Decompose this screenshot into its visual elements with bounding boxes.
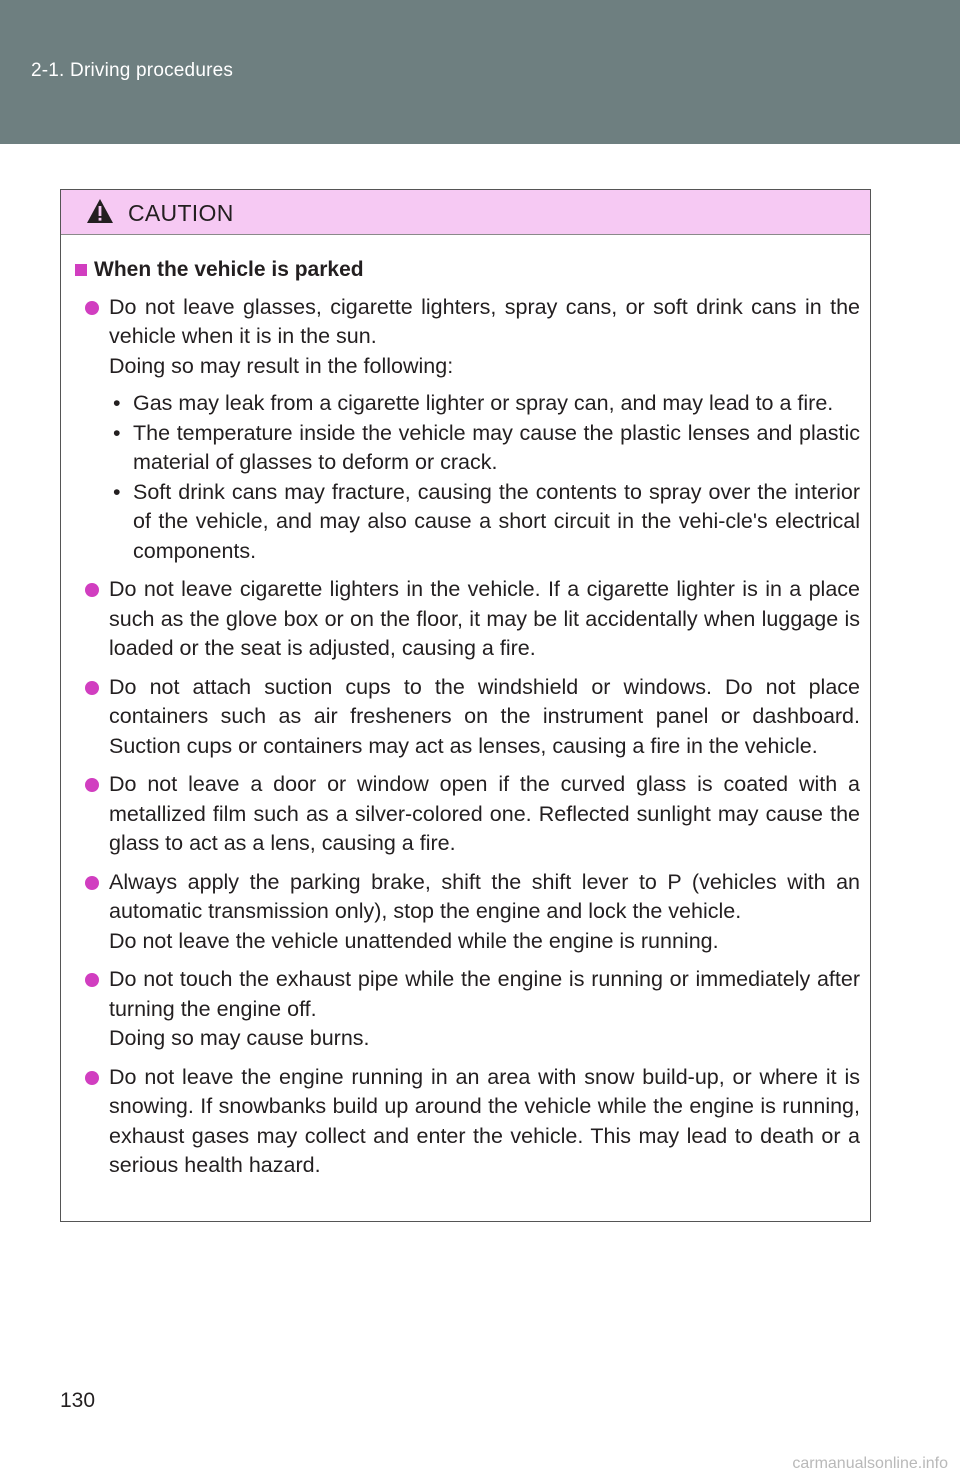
page-number: 130 — [60, 1389, 96, 1412]
sub-list — [109, 389, 860, 566]
circle-bullet-icon — [85, 876, 99, 890]
circle-bullet-icon — [85, 301, 99, 315]
caution-item-text: Doing so may result in the following: — [109, 353, 454, 378]
caution-item-text: Doing so may cause burns. — [109, 1026, 370, 1050]
sub-list-item — [109, 478, 860, 567]
caution-body — [61, 235, 870, 1181]
caution-item — [75, 1063, 860, 1181]
caution-item-text: Do not leave the vehicle unattended while the engine is running. — [109, 928, 719, 953]
circle-bullet-icon — [85, 778, 99, 792]
caution-item — [75, 575, 860, 664]
circle-bullet-icon — [85, 681, 99, 695]
subheading — [75, 255, 860, 285]
caution-item-text: Do not leave a door or window open if the curved glass is coated with a metallized film such as a silver-colored one. Reflected sunlight may cause the glass to act as a lens, causing a fire. — [109, 772, 860, 855]
caution-box — [60, 189, 871, 1222]
caution-item — [75, 770, 860, 859]
dot-bullet-icon: • — [113, 391, 121, 415]
sub-list-item — [109, 419, 860, 478]
caution-item-text: Do not leave cigarette lighters in the vehicle. If a cigarette lighter is in a place such as the glove box or on the floor, it may be lit accidentally when luggage is loaded or the seat is adjusted, causing a fire. — [109, 577, 860, 660]
caution-item-text: Do not attach suction cups to the windshield or windows. Do not place containers such as air fresheners on the instrument panel or dashboard. Suction cups or containers may act as lenses, causing a fire in the vehicle. — [109, 674, 860, 758]
caution-item-text: Always apply the parking brake, shift the shift lever to P (vehicles with an automatic transmission only), stop the engine and lock the vehicle. — [109, 869, 860, 923]
warning-icon — [86, 198, 114, 224]
circle-bullet-icon — [85, 1071, 99, 1085]
header-band — [0, 0, 960, 144]
dot-bullet-icon: • — [113, 420, 121, 445]
caution-item-text: Do not leave glasses, cigarette lighters, spray cans, or soft drink cans in the vehicle when it is in the sun. — [109, 294, 860, 348]
watermark-text: carmanualsonline.info — [792, 1455, 948, 1472]
caution-item — [75, 868, 860, 957]
sub-list-item-text: The temperature inside the vehicle may cause the plastic lenses and plastic material of glasses to deform or crack. — [133, 420, 860, 474]
sub-list-item — [109, 389, 860, 419]
caution-header — [61, 190, 870, 235]
caution-item — [75, 673, 860, 762]
section-label: 2-1. Driving procedures — [31, 60, 234, 81]
sub-list-item-text: Gas may leak from a cigarette lighter or spray can, and may lead to a fire. — [133, 391, 834, 415]
circle-bullet-icon — [85, 973, 99, 987]
caution-item — [75, 965, 860, 1054]
caution-item-text: Do not touch the exhaust pipe while the engine is running or immediately after turning the engine off. — [109, 967, 860, 1021]
caution-item — [75, 293, 860, 567]
sub-list-item-text: Soft drink cans may fracture, causing the contents to spray over the interior of the vehicle, and may also cause a short circuit in the vehi-cle's electrical components. — [133, 479, 860, 563]
subheading-text: When the vehicle is parked — [94, 258, 364, 281]
circle-bullet-icon — [85, 583, 99, 597]
square-bullet-icon — [75, 264, 87, 276]
caution-title: CAUTION — [128, 200, 234, 226]
dot-bullet-icon: • — [113, 479, 121, 504]
caution-item-text: Do not leave the engine running in an area with snow build-up, or where it is snowing. If snowbanks build up around the vehicle while the engine is running, exhaust gases may collect and enter the vehicle. This may lead to death or a serious health hazard. — [109, 1064, 860, 1177]
